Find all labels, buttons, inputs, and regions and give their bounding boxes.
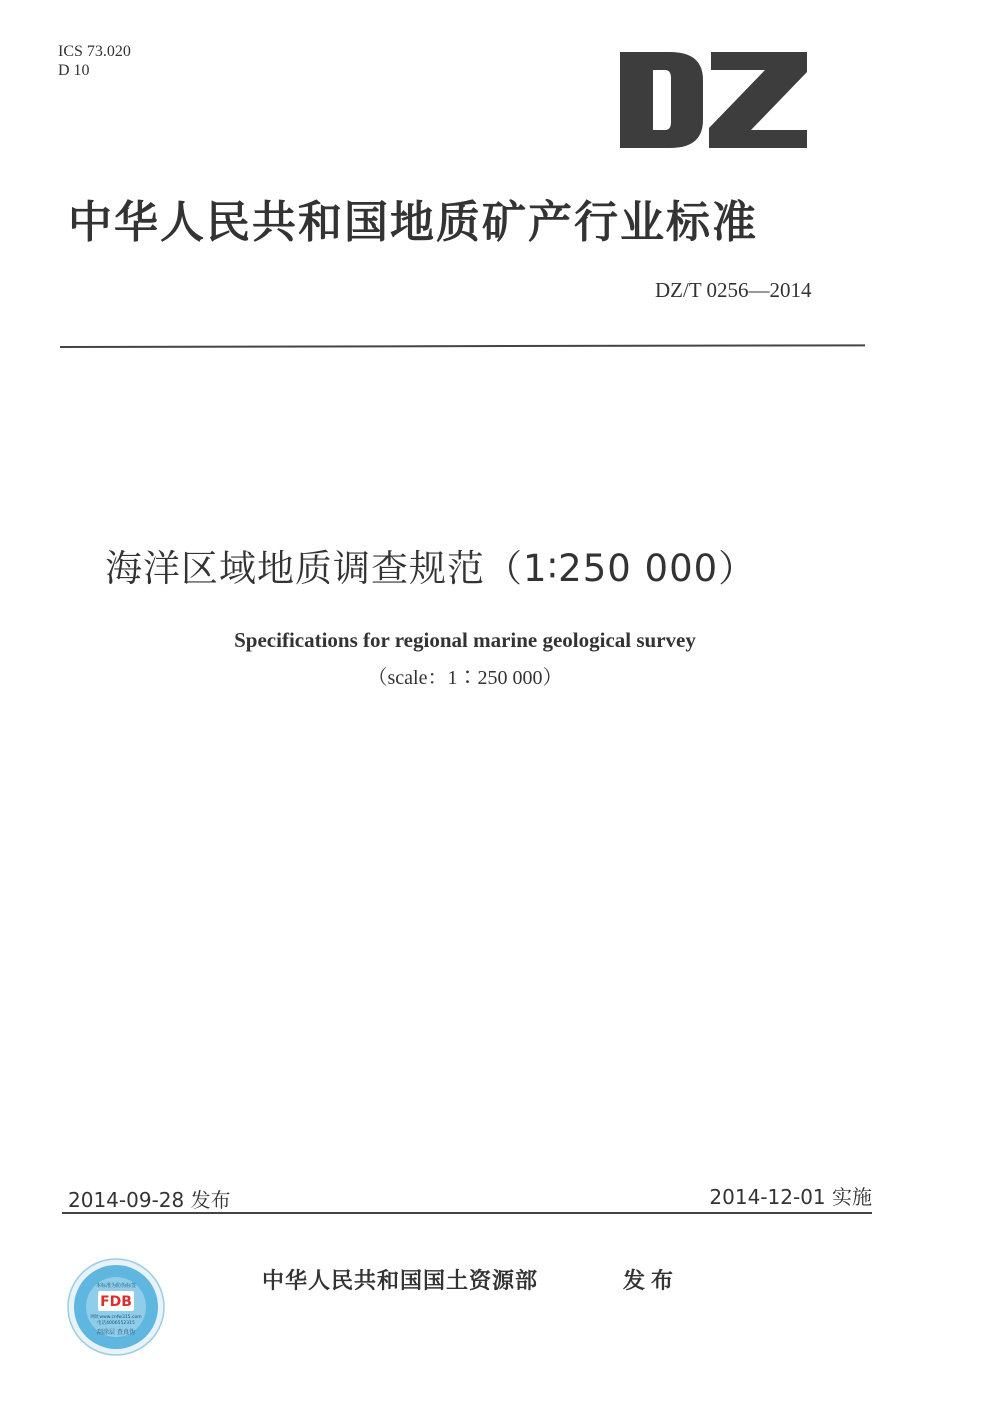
seal-line-3: 电话4006552315 [97, 1321, 135, 1326]
implementation-date: 2014-12-01 实施 [709, 1185, 872, 1209]
classification-codes [58, 42, 131, 80]
logo-letter-d [620, 52, 703, 148]
svg-text:FDB: FDB [100, 1294, 132, 1310]
document-title-en: Specifications for regional marine geological survey [234, 628, 696, 652]
footer-divider [62, 1212, 872, 1214]
seal-line-1: 本标准为防伪标签 [95, 1283, 137, 1289]
anti-counterfeit-seal-icon [66, 1257, 166, 1357]
document-scale-en: （scale：1∶250 000） [367, 667, 563, 689]
standard-category-title: 中华人民共和国地质矿产行业标准 [68, 197, 758, 248]
publish-label: 发布 [623, 1269, 680, 1294]
seal-line-4: 刮涂层 查真伪 [97, 1329, 135, 1336]
issue-date: 2014-09-28 发布 [68, 1188, 231, 1212]
ccs-code: D 10 [58, 62, 90, 79]
publisher-name: 中华人民共和国国土资源部 [262, 1269, 539, 1294]
dz-logo-icon [615, 50, 810, 150]
seal-line-2: 网址www.cnfw315.com [90, 1315, 142, 1320]
header-divider [60, 344, 865, 348]
document-title-cn: 海洋区域地质调查规范（1∶250 000） [105, 547, 757, 590]
logo-letter-z [709, 52, 807, 148]
standard-code: DZ/T 0256—2014 [655, 278, 812, 302]
ics-code: ICS 73.020 [58, 43, 131, 60]
